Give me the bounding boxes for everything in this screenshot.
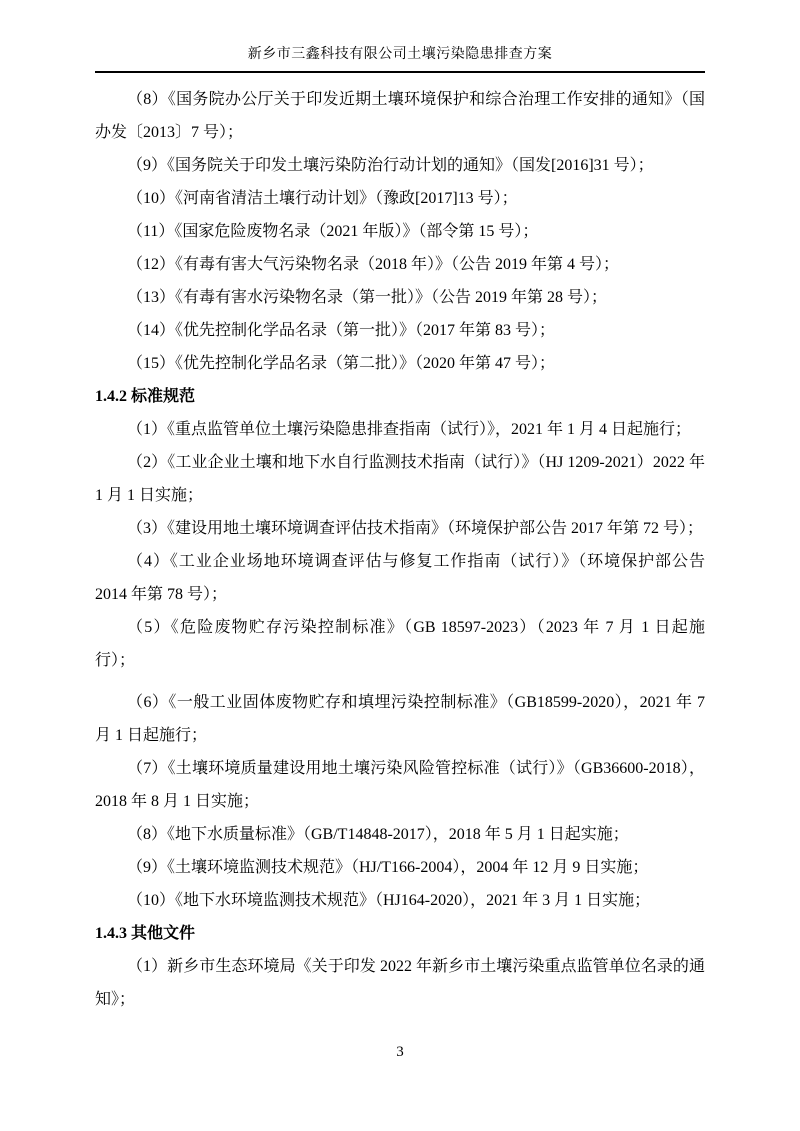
document-body [95, 83, 705, 1016]
reference-item: （8）《国务院办公厅关于印发近期土壤环境保护和综合治理工作安排的通知》（国办发〔2013〕7 号）； [95, 91, 705, 141]
section-heading-1-4-3: 1.4.3 其他文件 [95, 925, 196, 942]
section-heading-1-4-2: 1.4.2 标准规范 [95, 388, 196, 405]
reference-item: （15）《优先控制化学品名录（第二批）》（2020 年第 47 号）； [127, 355, 556, 372]
standard-item: （3）《建设用地土壤环境调查评估技术指南》（环境保护部公告 2017 年第 72 号）； [127, 520, 704, 537]
other-document-item: （1）新乡市生态环境局《关于印发 2022 年新乡市土壤污染重点监管单位名录的通知》； [95, 958, 705, 1008]
standard-item: （8）《地下水质量标准》（GB/T14848-2017），2018 年 5 月 1 日起实施； [127, 826, 629, 843]
page-number: 3 [396, 1044, 404, 1060]
standard-item: （6）《一般工业固体废物贮存和填埋污染控制标准》（GB18599-2020），2021 年 7 月 1 日起施行； [95, 694, 705, 744]
reference-item: （11）《国家危险废物名录（2021 年版）》（部令第 15 号）； [127, 223, 539, 240]
standard-item: （1）《重点监管单位土壤污染隐患排查指南（试行）》，2021 年 1 月 4 日起施行； [127, 421, 692, 438]
header-title: 新乡市三鑫科技有限公司土壤污染隐患排查方案 [247, 47, 553, 62]
reference-item: （10）《河南省清洁土壤行动计划》（豫政[2017]13 号）； [127, 190, 518, 207]
standard-item: （5）《危险废物贮存污染控制标准》（GB 18597-2023）（2023 年 7 月 1 日起施行）； [95, 619, 705, 669]
page-header [0, 0, 800, 73]
header-rule [95, 71, 705, 73]
standard-item: （9）《土壤环境监测技术规范》（HJ/T166-2004），2004 年 12 月 9 日实施； [127, 859, 649, 876]
standard-item: （10）《地下水环境监测技术规范》（HJ164-2020），2021 年 3 月 1 日实施； [127, 892, 651, 909]
reference-item: （14）《优先控制化学品名录（第一批）》（2017 年第 83 号）； [127, 322, 556, 339]
page-footer [0, 1044, 800, 1061]
standard-item: （2）《工业企业土壤和地下水自行监测技术指南（试行）》（HJ 1209-2021）2022 年 1 月 1 日实施； [95, 454, 705, 504]
standard-item: （4）《工业企业场地环境调查评估与修复工作指南（试行）》（环境保护部公告 2014 年第 78 号）； [95, 553, 705, 603]
reference-item: （9）《国务院关于印发土壤污染防治行动计划的通知》（国发[2016]31 号）； [127, 157, 654, 174]
reference-item: （13）《有毒有害水污染物名录（第一批）》（公告 2019 年第 28 号）； [127, 289, 608, 306]
reference-item: （12）《有毒有害大气污染物名录（2018 年）》（公告 2019 年第 4 号）； [127, 256, 620, 273]
standard-item: （7）《土壤环境质量建设用地土壤污染风险管控标准（试行）》（GB36600-2018），2018 年 8 月 1 日实施； [95, 760, 705, 810]
